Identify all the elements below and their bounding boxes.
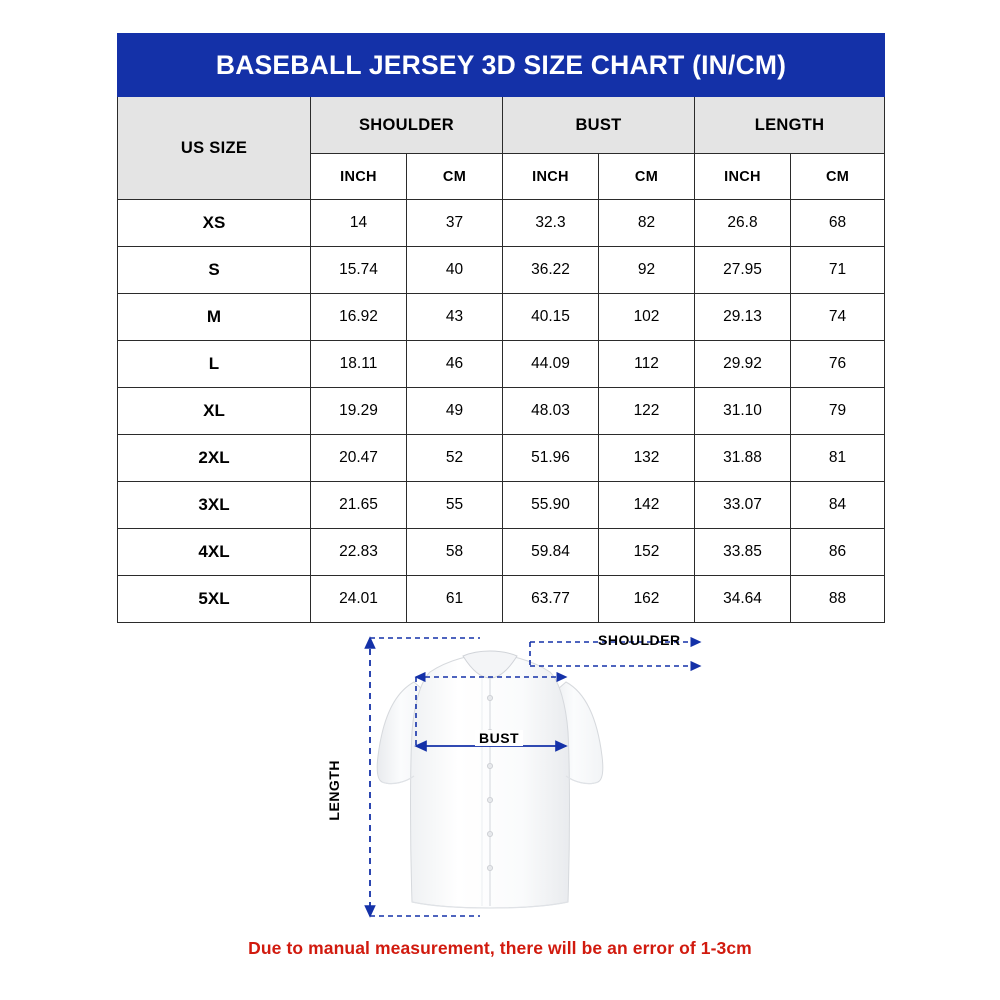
cell-size: S: [118, 247, 311, 294]
cell-bust-inch: 63.77: [503, 576, 599, 623]
cell-length-cm: 79: [791, 388, 885, 435]
cell-shoulder-inch: 19.29: [311, 388, 407, 435]
cell-shoulder-inch: 20.47: [311, 435, 407, 482]
cell-bust-cm: 102: [599, 294, 695, 341]
unit-header-shoulder-cm: CM: [407, 154, 503, 200]
measurement-illustration: [326, 620, 750, 930]
cell-length-inch: 29.13: [695, 294, 791, 341]
cell-shoulder-cm: 55: [407, 482, 503, 529]
unit-header-bust-inch: INCH: [503, 154, 599, 200]
table-row: [118, 247, 885, 294]
cell-length-cm: 71: [791, 247, 885, 294]
cell-length-cm: 84: [791, 482, 885, 529]
cell-length-inch: 33.07: [695, 482, 791, 529]
cell-shoulder-cm: 43: [407, 294, 503, 341]
table-group-header-row: [118, 97, 885, 154]
column-header-shoulder: SHOULDER: [311, 97, 503, 154]
jersey-illustration: [377, 651, 603, 908]
cell-shoulder-inch: 21.65: [311, 482, 407, 529]
cell-size: 3XL: [118, 482, 311, 529]
cell-bust-cm: 162: [599, 576, 695, 623]
cell-bust-inch: 32.3: [503, 200, 599, 247]
cell-length-inch: 26.8: [695, 200, 791, 247]
cell-length-inch: 31.88: [695, 435, 791, 482]
column-header-length: LENGTH: [695, 97, 885, 154]
cell-bust-inch: 51.96: [503, 435, 599, 482]
cell-length-inch: 34.64: [695, 576, 791, 623]
cell-bust-inch: 48.03: [503, 388, 599, 435]
cell-bust-cm: 142: [599, 482, 695, 529]
size-chart-table: [117, 33, 885, 623]
cell-bust-inch: 44.09: [503, 341, 599, 388]
cell-bust-cm: 112: [599, 341, 695, 388]
bust-dimension-label: BUST: [475, 730, 523, 746]
cell-length-cm: 88: [791, 576, 885, 623]
length-dimension-label: LENGTH: [326, 760, 342, 821]
cell-length-inch: 29.92: [695, 341, 791, 388]
cell-shoulder-inch: 15.74: [311, 247, 407, 294]
page-title: BASEBALL JERSEY 3D SIZE CHART (IN/CM): [118, 34, 885, 97]
size-chart-table-wrapper: [117, 33, 884, 623]
cell-size: XL: [118, 388, 311, 435]
table-row: [118, 341, 885, 388]
unit-header-shoulder-inch: INCH: [311, 154, 407, 200]
cell-length-cm: 76: [791, 341, 885, 388]
cell-length-cm: 86: [791, 529, 885, 576]
jersey-diagram-svg: [330, 620, 750, 930]
table-row: [118, 388, 885, 435]
cell-bust-cm: 132: [599, 435, 695, 482]
unit-header-length-inch: INCH: [695, 154, 791, 200]
cell-size: XS: [118, 200, 311, 247]
table-title-row: [118, 34, 885, 97]
cell-shoulder-cm: 61: [407, 576, 503, 623]
cell-size: 4XL: [118, 529, 311, 576]
cell-shoulder-inch: 18.11: [311, 341, 407, 388]
cell-length-inch: 33.85: [695, 529, 791, 576]
cell-shoulder-inch: 14: [311, 200, 407, 247]
cell-shoulder-cm: 58: [407, 529, 503, 576]
table-row: [118, 529, 885, 576]
table-row: [118, 482, 885, 529]
cell-bust-cm: 152: [599, 529, 695, 576]
table-row: [118, 200, 885, 247]
cell-shoulder-inch: 16.92: [311, 294, 407, 341]
cell-bust-inch: 55.90: [503, 482, 599, 529]
cell-bust-cm: 92: [599, 247, 695, 294]
cell-bust-inch: 59.84: [503, 529, 599, 576]
cell-size: 2XL: [118, 435, 311, 482]
cell-length-cm: 68: [791, 200, 885, 247]
cell-bust-inch: 40.15: [503, 294, 599, 341]
table-row: [118, 435, 885, 482]
unit-header-bust-cm: CM: [599, 154, 695, 200]
cell-shoulder-inch: 22.83: [311, 529, 407, 576]
cell-shoulder-cm: 49: [407, 388, 503, 435]
cell-length-cm: 81: [791, 435, 885, 482]
column-header-us-size: US SIZE: [118, 97, 311, 200]
shoulder-dimension-label: SHOULDER: [598, 632, 681, 648]
measurement-note: Due to manual measurement, there will be an error of 1-3cm: [248, 938, 752, 958]
cell-length-cm: 74: [791, 294, 885, 341]
cell-length-inch: 27.95: [695, 247, 791, 294]
cell-shoulder-inch: 24.01: [311, 576, 407, 623]
column-header-bust: BUST: [503, 97, 695, 154]
cell-size: M: [118, 294, 311, 341]
cell-shoulder-cm: 46: [407, 341, 503, 388]
cell-shoulder-cm: 52: [407, 435, 503, 482]
cell-bust-cm: 82: [599, 200, 695, 247]
table-row: [118, 294, 885, 341]
table-row: [118, 576, 885, 623]
cell-size: 5XL: [118, 576, 311, 623]
unit-header-length-cm: CM: [791, 154, 885, 200]
cell-size: L: [118, 341, 311, 388]
cell-bust-cm: 122: [599, 388, 695, 435]
cell-shoulder-cm: 37: [407, 200, 503, 247]
cell-shoulder-cm: 40: [407, 247, 503, 294]
cell-length-inch: 31.10: [695, 388, 791, 435]
cell-bust-inch: 36.22: [503, 247, 599, 294]
